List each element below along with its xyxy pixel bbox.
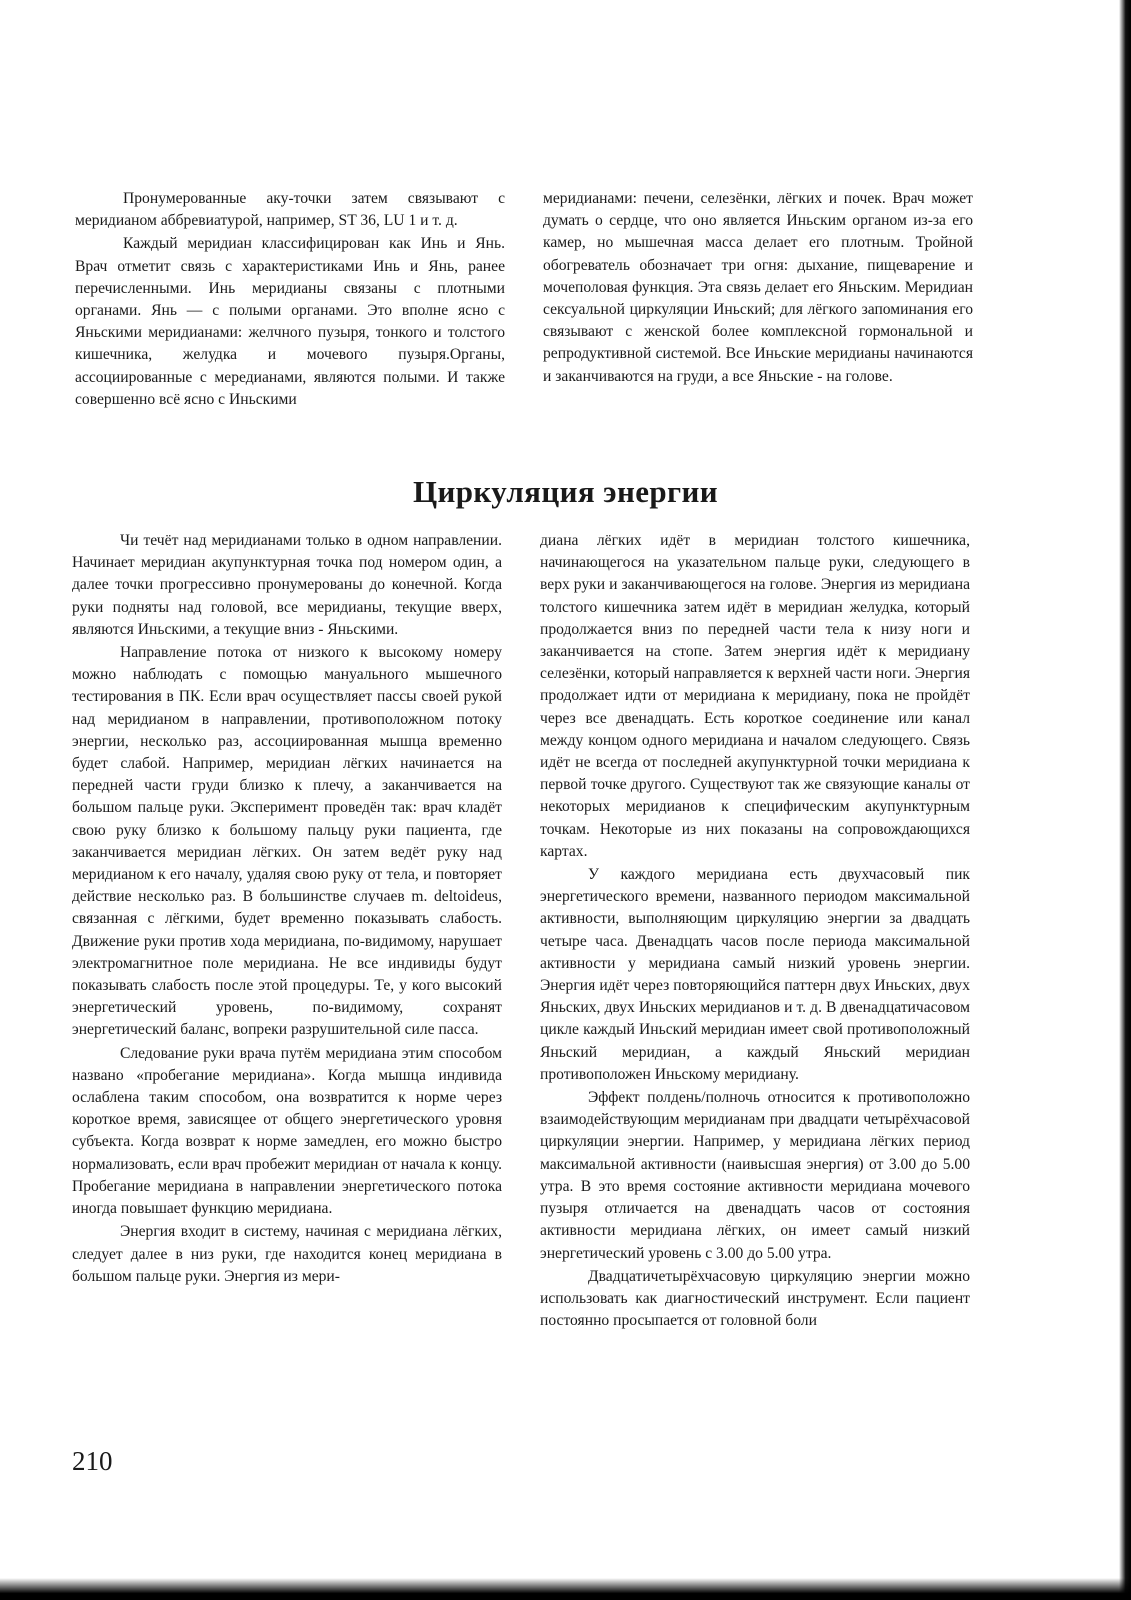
- paragraph: У каждого меридиана есть двухчасовый пик энергетического времени, названного периодом максимальной активности, выполняющим циркуляцию энергии за двадцать четыре часа. Двенадцать часов после периода максимальной активности у меридиана самый низкий уровень энергии. Энергия идёт через повторяющийся паттерн двух Иньских, двух Яньских, двух Иньских меридианов и т. д. В двенадцатичасовом цикле каждый Иньский меридиан имеет свой противоположный Яньский меридиан, а каждый Яньский меридиан противоположен Иньскому меридиану.: [540, 866, 970, 1083]
- bottom-left-column: [72, 530, 502, 1289]
- paragraph: Следование руки врача путём меридиана этим способом названо «пробегание меридиана». Когда мышца индивида ослаблена таким способом, она возвратится к норме через короткое время, зависящее от общего энергетического уровня субъекта. Когда возврат к норме замедлен, его можно быстро нормализовать, если врач пробежит меридиан от начала к концу. Пробегание меридиана в направлении энергетического потока иногда повышает функцию меридиана.: [72, 1044, 502, 1218]
- bottom-right-column: [540, 530, 970, 1333]
- paragraph: Чи течёт над меридианами только в одном направлении. Начинает меридиан акупунктурная точка под номером один, а далее точки прогрессивно пронумерованы до конечной. Когда руки подняты над головой, все меридианы, текущие вверх, являются Иньскими, а текущие вниз - Яньскими.: [72, 532, 502, 638]
- scan-bottom-shadow: [0, 1578, 1131, 1600]
- section-title: Циркуляция энергии: [412, 474, 719, 509]
- paragraph: Каждый меридиан классифицирован как Инь и Янь. Врач отметит связь с характеристиками Инь и Янь, ранее перечисленными. Инь меридианы связаны с плотными органами. Янь — с полыми органами. Это вполне ясно с Яньскими меридианами: желчного пузыря, тонкого и толстого кишечника, желудка и мочевого пузыря.Органы, ассоциированные с мередианами, являются полыми. И также совершенно всё ясно с Иньскими: [75, 235, 505, 408]
- paragraph: Направление потока от низкого к высокому номеру можно наблюдать с помощью мануального мышечного тестирования в ПК. Если врач осуществляет пассы своей рукой над меридианом в направлении, противоположном потоку энергии, несколько раз, ассоциированная мышца временно будет слабой. Например, меридиан лёгких начинается на передней части груди близко к плечу, а заканчивается на большом пальце руки. Эксперимент проведён так: врач кладёт свою руку близко к большому пальцу руки пациента, где заканчивается меридиан лёгких. Он затем ведёт руку над меридианом к его началу, удаляя свою руку от тела, и повторяет действие несколько раз. В большинстве случаев m. deltoideus, связанная с лёгкими, будет временно показывать слабость. Движение руки против хода меридиана, по-видимому, нарушает электромагнитное поле меридиана. Не все индивиды будут показывать слабость после этой процедуры. Те, у кого высокий энергетический уровень, по-видимому, сохранят энергетический баланс, вопреки разрушительной силе пасса.: [72, 644, 502, 1039]
- top-left-column: [75, 188, 505, 412]
- paragraph: меридианами: печени, селезёнки, лёгких и почек. Врач может думать о сердце, что оно является Иньским органом из-за его камер, но мышечная масса делает его плотным. Тройной обогреватель обозначает три огня: дыхание, пищеварение и мочеполовая функция. Эта связь делает его Яньским. Меридиан сексуальной циркуляции Иньский; для лёгкого запоминания его связывают с женской более комплексной гормональной и репродуктивной системой. Все Иньские меридианы начинаются и заканчиваются на груди, а все Яньские - на голове.: [543, 190, 973, 385]
- page-number: 210: [72, 1446, 113, 1476]
- scan-edge-shadow: [1119, 0, 1131, 1600]
- paragraph: Эффект полдень/полночь относится к противоположно взаимодействующим меридианам при двадцати четырёхчасовой циркуляции энергии. Например, у меридиана лёгких период максимальной активности (наивысшая энергия) от 3.00 до 5.00 утра. В это время состояние активности меридиана мочевого пузыря отличается на двенадцать часов от состояния активности меридиана лёгких, он имеет самый низкий энергетический уровень с 3.00 до 5.00 утра.: [540, 1089, 970, 1262]
- paragraph: диана лёгких идёт в меридиан толстого кишечника, начинающегося на указательном пальце руки, следующего в верх руки и заканчивающегося на голове. Энергия из меридиана толстого кишечника затем идёт в меридиан желудка, который продолжается вниз по передней части тела к низу ноги и заканчивается на стопе. Затем энергия идёт к меридиану селезёнки, который направляется к верхней части ноги. Энергия продолжает идти от меридиана к меридиану, пока не пройдёт через все двенадцать. Есть короткое соединение или канал между концом одного меридиана и началом следующего. Связь идёт не всегда от последней акупунктурной точки меридиана к первой точке другого. Существуют так же связующие каналы от некоторых меридианов к специфическим акупунктурным точкам. Некоторые из них показаны на сопровождающихся картах.: [540, 532, 970, 860]
- top-right-column: [543, 188, 973, 389]
- paragraph: Пронумерованные аку-точки затем связывают с меридианом аббревиатурой, например, ST 36, LU 1 и т. д.: [75, 190, 505, 230]
- paragraph: Двадцатичетырёхчасовую циркуляцию энергии можно использовать как диагностический инструмент. Если пациент постоянно просыпается от головной боли: [540, 1267, 970, 1330]
- paragraph: Энергия входит в систему, начиная с меридиана лёгких, следует далее в низ руки, где находится конец меридиана в большом пальце руки. Энергия из мери-: [72, 1223, 502, 1285]
